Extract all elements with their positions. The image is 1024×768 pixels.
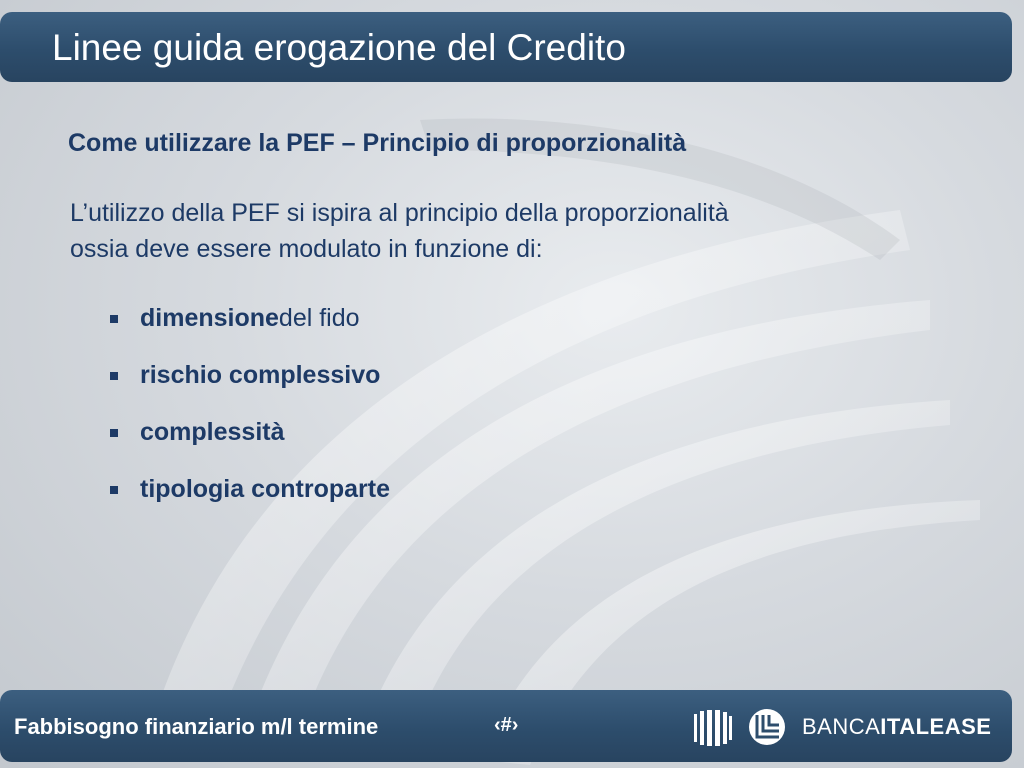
brand-suffix: ITALEASE — [880, 714, 992, 739]
bullet-item-dimensione — [110, 290, 390, 347]
bullet-item-rischio — [110, 347, 390, 404]
bullet-item-tipologia — [110, 461, 390, 518]
brand-wordmark — [802, 714, 991, 740]
intro-paragraph — [70, 195, 950, 267]
footer-caption: Fabbisogno finanziario m/l termine — [14, 714, 379, 739]
square-bullet-icon — [110, 429, 118, 437]
square-bullet-icon — [110, 486, 118, 494]
title-bar — [0, 12, 1012, 82]
square-bullet-icon — [110, 315, 118, 323]
intro-line-2: ossia deve essere modulato in funzione di: — [70, 235, 543, 263]
slide-title: Linee guida erogazione del Credito — [52, 27, 626, 68]
barcode-logo-icon — [694, 710, 732, 746]
intro-line-1: L’utilizzo della PEF si ispira al principio della proporzionalità — [70, 199, 729, 227]
italease-brand-mark-icon — [748, 708, 786, 746]
bullet-item-complessita — [110, 404, 390, 461]
bullet-bold-text: dimensione — [140, 304, 279, 332]
footer-bar — [0, 690, 1012, 762]
bullet-bold-text: rischio complessivo — [140, 361, 381, 389]
page-number: ‹#› — [494, 714, 519, 736]
bullet-list — [110, 290, 390, 518]
brand-prefix: BANCA — [802, 714, 881, 739]
section-subtitle: Come utilizzare la PEF – Principio di proporzionalità — [68, 129, 687, 157]
square-bullet-icon — [110, 372, 118, 380]
bullet-bold-text: tipologia controparte — [140, 475, 390, 503]
bullet-rest-text: del fido — [278, 304, 360, 332]
bullet-bold-text: complessità — [140, 418, 285, 446]
